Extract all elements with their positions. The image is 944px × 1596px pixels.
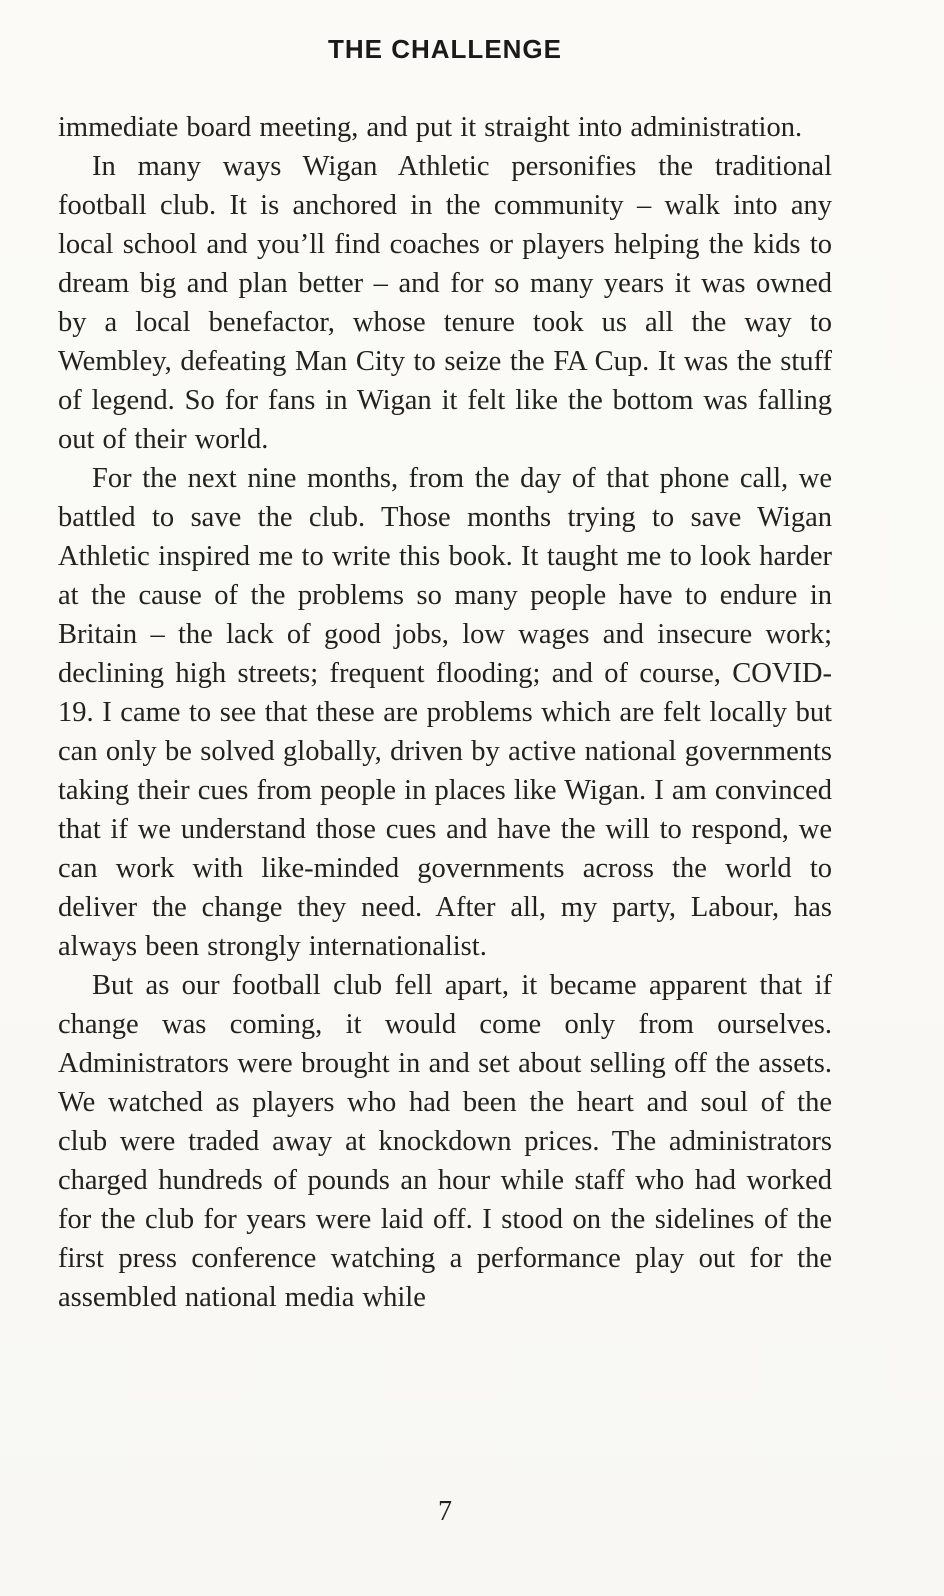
body-paragraph: immediate board meeting, and put it straight into administration.: [58, 112, 803, 143]
page-number: 7: [438, 1496, 452, 1527]
running-header: THE CHALLENGE: [328, 34, 562, 64]
body-paragraph: For the next nine months, from the day of that phone call, we battled to save the club. Those months trying to save Wigan Athletic inspired me to write this book. It taught me to look harder at the cause of the problems so many people have to endure in Britain – the lack of good jobs, low wages and insecure work; declining high streets; frequent flooding; and of course, COVID-19. I came to see that these are problems which are felt locally but can only be solved globally, driven by active national governments taking their cues from people in places like Wigan. I am convinced that if we understand those cues and have the will to respond, we can work with like-minded governments across the world to deliver the change they need. After all, my party, Labour, has always been strongly internationalist.: [58, 463, 832, 962]
body-paragraph: In many ways Wigan Athletic personifies the traditional football club. It is anchored in the community – walk into any local school and you’ll find coaches or players helping the kids to dream big and plan better – and for so many years it was owned by a local benefactor, whose tenure took us all the way to Wembley, defeating Man City to seize the FA Cup. It was the stuff of legend. So for fans in Wigan it felt like the bottom was falling out of their world.: [58, 151, 832, 455]
body-paragraph: But as our football club fell apart, it became apparent that if change was coming, it would come only from ourselves. Administrators were brought in and set about selling off the assets. We watched as players who had been the heart and soul of the club were traded away at knockdown prices. The administrators charged hundreds of pounds an hour while staff who had worked for the club for years were laid off. I stood on the sidelines of the first press conference watching a performance play out for the assembled national media while: [58, 970, 832, 1313]
body-text-block: [58, 108, 832, 1317]
